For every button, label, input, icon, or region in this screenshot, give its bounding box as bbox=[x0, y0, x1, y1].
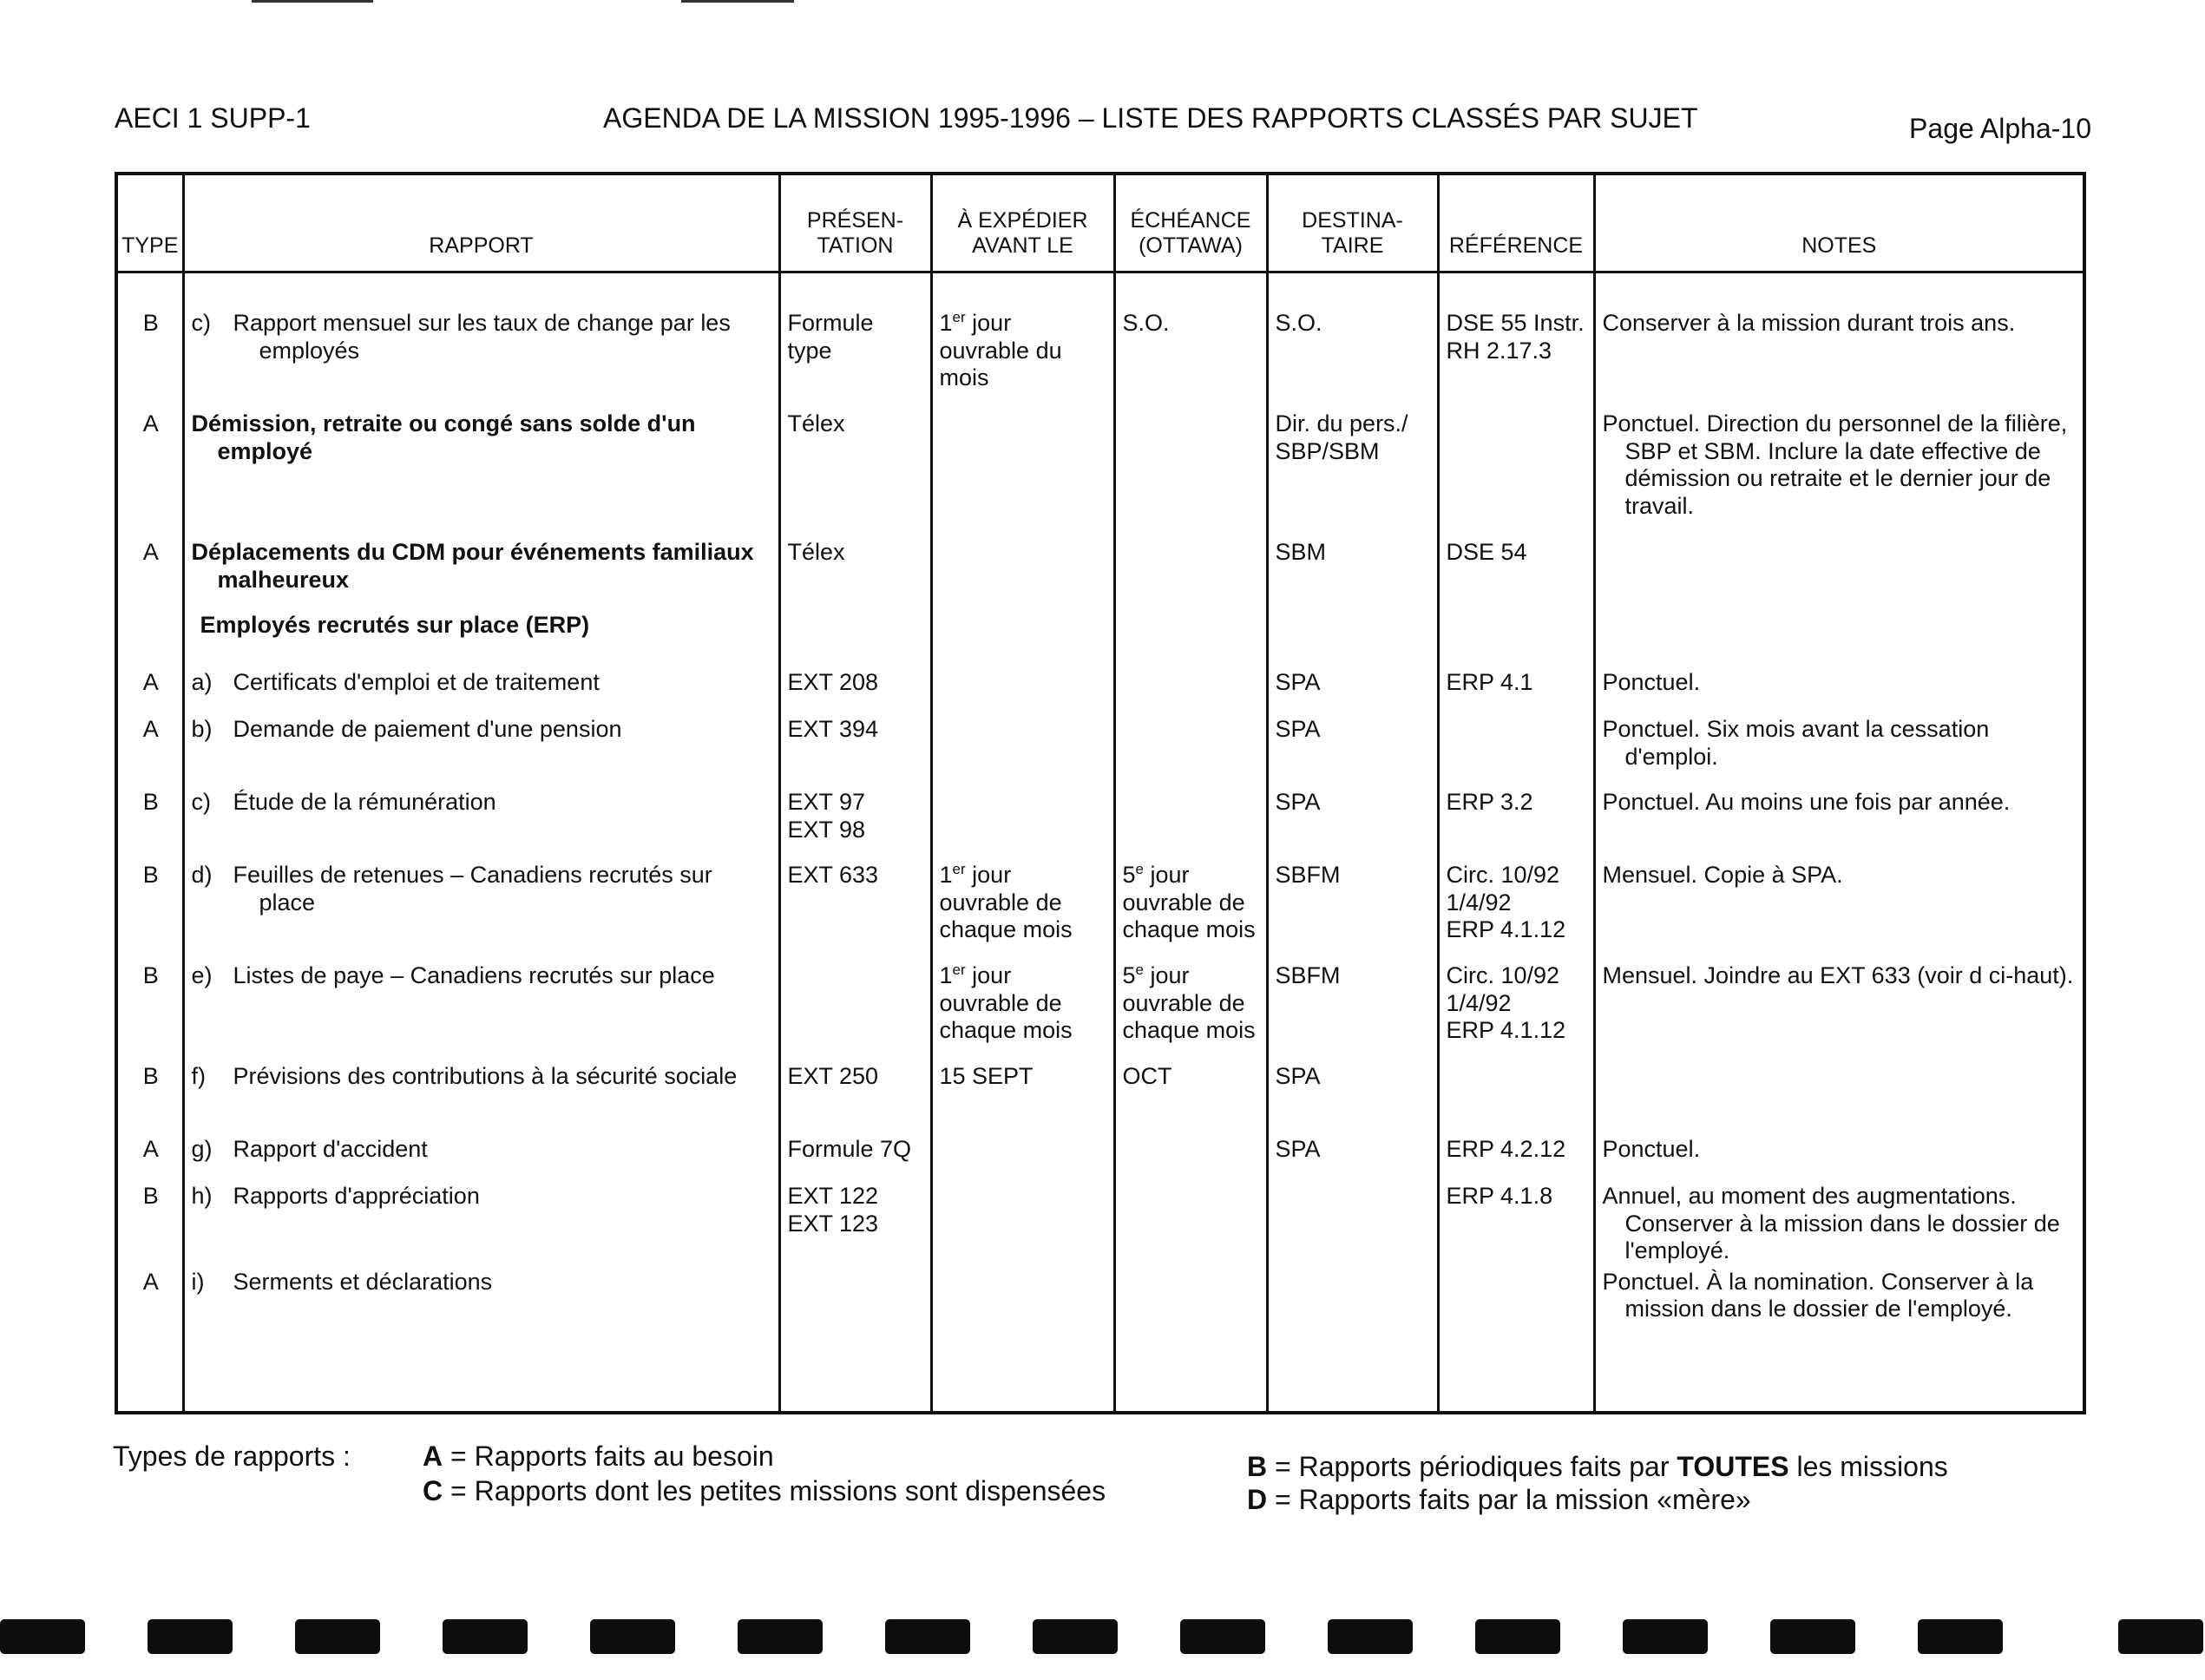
reference-cell: Circ. 10/92 1/4/92 ERP 4.1.12 bbox=[1438, 959, 1594, 1060]
legend-key-b: B bbox=[1247, 1451, 1268, 1482]
notes-text: Mensuel. Copie à SPA. bbox=[1602, 862, 1843, 888]
col-header-destinataire: DESTINA- TAIRE bbox=[1267, 175, 1438, 272]
binding-mark bbox=[148, 1619, 233, 1654]
section-heading-row bbox=[118, 608, 2083, 666]
expedier-cell bbox=[931, 306, 1114, 407]
table-row bbox=[118, 858, 2083, 959]
reference-cell: ERP 3.2 bbox=[1438, 785, 1594, 858]
item-letter: e) bbox=[191, 962, 213, 988]
expedier-cell bbox=[931, 666, 1114, 712]
echeance-num: 5 bbox=[1122, 962, 1136, 988]
rapport-cell bbox=[183, 407, 779, 535]
reference-cell bbox=[1438, 1265, 1594, 1338]
empty-cell bbox=[1267, 608, 1438, 666]
notes-cell bbox=[1594, 1060, 2083, 1132]
expedier-cell bbox=[931, 1265, 1114, 1338]
destinataire-cell bbox=[1267, 1179, 1438, 1265]
rapport-cell bbox=[183, 785, 779, 858]
table-row bbox=[118, 407, 2083, 535]
rapport-line bbox=[192, 310, 773, 364]
notes-cell bbox=[1594, 1265, 2083, 1338]
reference-cell: DSE 54 bbox=[1438, 535, 1594, 608]
expedier-cell bbox=[931, 785, 1114, 858]
notes-cell bbox=[1594, 959, 2083, 1060]
legend-type-b bbox=[1247, 1451, 1948, 1483]
type-cell: B bbox=[118, 1179, 183, 1265]
notes-text: Ponctuel. Direction du personnel de la filière, SBP et SBM. Inclure la date effective de démission ou retraite et le dernier jour de travail. bbox=[1602, 410, 2068, 519]
table-header-row bbox=[118, 175, 2083, 272]
rapport-text: Étude de la rémunération bbox=[233, 789, 496, 815]
table-spacer-row bbox=[118, 272, 2083, 307]
rapport-line bbox=[192, 716, 773, 744]
col-header-type: TYPE bbox=[118, 175, 183, 272]
table-row bbox=[118, 959, 2083, 1060]
col-header-notes: NOTES bbox=[1594, 175, 2083, 272]
legend-type-a bbox=[423, 1440, 774, 1473]
document-id: AECI 1 SUPP-1 bbox=[115, 102, 311, 134]
type-cell: B bbox=[118, 785, 183, 858]
binding-mark bbox=[1180, 1619, 1265, 1654]
reference-cell bbox=[1438, 712, 1594, 785]
item-letter: d) bbox=[191, 862, 213, 888]
presentation-cell: EXT 208 bbox=[779, 666, 931, 712]
col-header-rapport: RAPPORT bbox=[183, 175, 779, 272]
echeance-cell bbox=[1114, 1060, 1267, 1132]
empty-cell bbox=[931, 1338, 1114, 1414]
echeance-sup: e bbox=[1135, 961, 1144, 978]
destinataire-cell: SPA bbox=[1267, 1132, 1438, 1179]
reference-cell: Circ. 10/92 1/4/92 ERP 4.1.12 bbox=[1438, 858, 1594, 959]
table-row bbox=[118, 1265, 2083, 1338]
notes-cell bbox=[1594, 1179, 2083, 1265]
echeance-cell bbox=[1114, 306, 1267, 407]
type-cell bbox=[118, 608, 183, 666]
type-cell: A bbox=[118, 535, 183, 608]
table-row bbox=[118, 1179, 2083, 1265]
echeance-cell bbox=[1114, 712, 1267, 785]
item-letter: f) bbox=[191, 1063, 206, 1089]
expedier-sup: er bbox=[952, 309, 966, 325]
binding-mark bbox=[590, 1619, 675, 1654]
item-letter: c) bbox=[191, 789, 211, 815]
echeance-text: S.O. bbox=[1122, 310, 1170, 336]
echeance-text: OCT bbox=[1122, 1063, 1172, 1089]
type-cell: B bbox=[118, 959, 183, 1060]
rapport-line bbox=[192, 1136, 773, 1164]
expedier-cell bbox=[931, 407, 1114, 535]
rapport-line bbox=[192, 1183, 773, 1211]
binding-mark bbox=[885, 1619, 970, 1654]
type-cell: A bbox=[118, 407, 183, 535]
empty-cell bbox=[1594, 608, 2083, 666]
type-cell: A bbox=[118, 712, 183, 785]
destinataire-cell: SBFM bbox=[1267, 959, 1438, 1060]
rapport-cell bbox=[183, 535, 779, 608]
scan-top-rule bbox=[681, 0, 794, 3]
presentation-cell: EXT 250 bbox=[779, 1060, 931, 1132]
binding-mark bbox=[1033, 1619, 1118, 1654]
binding-mark bbox=[1918, 1619, 2003, 1654]
empty-cell bbox=[1114, 1338, 1267, 1414]
expedier-cell bbox=[931, 712, 1114, 785]
expedier-sup: er bbox=[952, 961, 966, 978]
echeance-cell bbox=[1114, 535, 1267, 608]
binding-mark bbox=[738, 1619, 823, 1654]
expedier-cell bbox=[931, 1179, 1114, 1265]
empty-cell bbox=[183, 1338, 779, 1414]
expedier-cell bbox=[931, 858, 1114, 959]
echeance-cell bbox=[1114, 407, 1267, 535]
col-header-reference: RÉFÉRENCE bbox=[1438, 175, 1594, 272]
legend-type-d bbox=[1247, 1484, 1751, 1516]
type-cell: B bbox=[118, 306, 183, 407]
rapport-line bbox=[192, 539, 773, 594]
notes-text: Ponctuel. bbox=[1602, 669, 1701, 695]
col-header-echeance: ÉCHÉANCE (OTTAWA) bbox=[1114, 175, 1267, 272]
expedier-text: 15 SEPT bbox=[939, 1063, 1034, 1089]
rapport-text: Serments et déclarations bbox=[233, 1268, 493, 1295]
empty-cell bbox=[1114, 608, 1267, 666]
expedier-sup: er bbox=[952, 861, 966, 877]
expedier-text: jour ouvrable de chaque mois bbox=[939, 962, 1073, 1044]
rapport-line bbox=[192, 1063, 773, 1091]
rapport-cell bbox=[183, 1060, 779, 1132]
presentation-cell: EXT 122 EXT 123 bbox=[779, 1179, 931, 1265]
rapport-line bbox=[192, 862, 773, 916]
item-letter: i) bbox=[191, 1268, 205, 1295]
rapport-cell bbox=[183, 858, 779, 959]
rapport-text: Prévisions des contributions à la sécurité sociale bbox=[233, 1063, 738, 1089]
destinataire-cell: SPA bbox=[1267, 712, 1438, 785]
rapport-line bbox=[192, 410, 773, 465]
rapport-cell bbox=[183, 306, 779, 407]
reports-table-frame bbox=[115, 172, 2086, 1414]
type-cell: A bbox=[118, 1132, 183, 1179]
item-letter: a) bbox=[191, 669, 213, 695]
echeance-num: 5 bbox=[1122, 862, 1136, 888]
presentation-cell: Formule 7Q bbox=[779, 1132, 931, 1179]
item-letter: h) bbox=[191, 1183, 213, 1209]
empty-cell bbox=[118, 1338, 183, 1414]
destinataire-cell: Dir. du pers./ SBP/SBM bbox=[1267, 407, 1438, 535]
legend-key-a: A bbox=[423, 1440, 443, 1472]
expedier-cell bbox=[931, 959, 1114, 1060]
table-row bbox=[118, 306, 2083, 407]
reference-cell: ERP 4.1.8 bbox=[1438, 1179, 1594, 1265]
rapport-line bbox=[192, 669, 773, 697]
rapport-cell bbox=[183, 712, 779, 785]
echeance-cell bbox=[1114, 858, 1267, 959]
rapport-cell bbox=[183, 1265, 779, 1338]
rapport-text: Listes de paye – Canadiens recrutés sur place bbox=[233, 962, 715, 988]
binding-mark bbox=[295, 1619, 380, 1654]
expedier-num: 1 bbox=[939, 862, 953, 888]
type-cell: B bbox=[118, 1060, 183, 1132]
rapport-cell bbox=[183, 1179, 779, 1265]
rapport-text: Déplacements du CDM pour événements familiaux malheureux bbox=[191, 539, 754, 593]
empty-cell bbox=[779, 1338, 931, 1414]
binding-mark bbox=[1328, 1619, 1413, 1654]
rapport-line bbox=[192, 1269, 773, 1296]
table-row bbox=[118, 1132, 2083, 1179]
binding-mark bbox=[1770, 1619, 1855, 1654]
empty-cell bbox=[779, 608, 931, 666]
expedier-cell bbox=[931, 1060, 1114, 1132]
table-row bbox=[118, 1060, 2083, 1132]
notes-cell bbox=[1594, 785, 2083, 858]
notes-text: Ponctuel. À la nomination. Conserver à la mission dans le dossier de l'employé. bbox=[1602, 1268, 2034, 1322]
binding-mark bbox=[2118, 1619, 2203, 1654]
notes-text: Conserver à la mission durant trois ans. bbox=[1602, 310, 2016, 336]
destinataire-cell: SPA bbox=[1267, 1060, 1438, 1132]
presentation-cell: EXT 394 bbox=[779, 712, 931, 785]
notes-cell bbox=[1594, 666, 2083, 712]
rapport-text: Démission, retraite ou congé sans solde d'un employé bbox=[191, 410, 696, 464]
notes-text: Ponctuel. Au moins une fois par année. bbox=[1602, 789, 2011, 815]
empty-cell bbox=[931, 608, 1114, 666]
destinataire-cell: S.O. bbox=[1267, 306, 1438, 407]
rapport-cell bbox=[183, 666, 779, 712]
table-row bbox=[118, 666, 2083, 712]
notes-text: Ponctuel. Six mois avant la cessation d'emploi. bbox=[1602, 716, 1990, 770]
destinataire-cell: SBFM bbox=[1267, 858, 1438, 959]
echeance-text: jour ouvrable de chaque mois bbox=[1122, 962, 1256, 1044]
legend-text-b2: les missions bbox=[1788, 1451, 1948, 1482]
legend-text-b1: = Rapports périodiques faits par bbox=[1267, 1451, 1677, 1482]
empty-cell bbox=[1438, 1338, 1594, 1414]
rapport-line bbox=[192, 789, 773, 817]
type-cell: A bbox=[118, 666, 183, 712]
presentation-cell: Télex bbox=[779, 535, 931, 608]
notes-cell bbox=[1594, 712, 2083, 785]
presentation-cell: EXT 97 EXT 98 bbox=[779, 785, 931, 858]
expedier-num: 1 bbox=[939, 962, 953, 988]
legend-text-d: = Rapports faits par la mission «mère» bbox=[1267, 1484, 1751, 1515]
legend-label: Types de rapports : bbox=[113, 1440, 351, 1472]
expedier-text: jour ouvrable de chaque mois bbox=[939, 862, 1073, 943]
expedier-text: jour ouvrable du mois bbox=[939, 310, 1062, 391]
table-row bbox=[118, 712, 2083, 785]
rapport-text: Feuilles de retenues – Canadiens recrutés sur place bbox=[233, 862, 712, 915]
echeance-sup: e bbox=[1135, 861, 1144, 877]
notes-text: Ponctuel. bbox=[1602, 1136, 1701, 1162]
reference-cell bbox=[1438, 407, 1594, 535]
col-header-expedier: À EXPÉDIER AVANT LE bbox=[931, 175, 1114, 272]
page-number: Page Alpha-10 bbox=[1909, 113, 2091, 144]
rapport-text: Rapport mensuel sur les taux de change par les employés bbox=[233, 310, 731, 364]
presentation-cell: Télex bbox=[779, 407, 931, 535]
notes-cell bbox=[1594, 1132, 2083, 1179]
presentation-cell bbox=[779, 959, 931, 1060]
item-letter: b) bbox=[191, 716, 213, 742]
echeance-cell bbox=[1114, 785, 1267, 858]
destinataire-cell: SPA bbox=[1267, 666, 1438, 712]
binding-mark bbox=[0, 1619, 85, 1654]
notes-text: Mensuel. Joindre au EXT 633 (voir d ci-haut). bbox=[1602, 962, 2074, 988]
reference-cell: DSE 55 Instr. RH 2.17.3 bbox=[1438, 306, 1594, 407]
expedier-cell bbox=[931, 535, 1114, 608]
binding-mark bbox=[1623, 1619, 1708, 1654]
item-letter: c) bbox=[191, 310, 211, 336]
legend-key-d: D bbox=[1247, 1484, 1268, 1515]
destinataire-cell bbox=[1267, 1265, 1438, 1338]
section-heading: Employés recrutés sur place (ERP) bbox=[200, 612, 590, 638]
destinataire-cell: SBM bbox=[1267, 535, 1438, 608]
binding-marks bbox=[0, 1619, 2205, 1654]
type-cell: A bbox=[118, 1265, 183, 1338]
echeance-text: jour ouvrable de chaque mois bbox=[1122, 862, 1256, 943]
rapport-text: Rapport d'accident bbox=[233, 1136, 428, 1162]
table-row bbox=[118, 535, 2083, 608]
legend-key-c: C bbox=[423, 1475, 443, 1506]
presentation-cell: EXT 633 bbox=[779, 858, 931, 959]
rapport-text: Demande de paiement d'une pension bbox=[233, 716, 622, 742]
table-filler-row bbox=[118, 1338, 2083, 1414]
binding-mark bbox=[443, 1619, 528, 1654]
reference-cell: ERP 4.2.12 bbox=[1438, 1132, 1594, 1179]
presentation-cell: Formule type bbox=[779, 306, 931, 407]
binding-mark bbox=[1475, 1619, 1560, 1654]
legend-text-c: = Rapports dont les petites missions sont dispensées bbox=[443, 1475, 1106, 1506]
page-title: AGENDA DE LA MISSION 1995-1996 – LISTE DES RAPPORTS CLASSÉS PAR SUJET bbox=[603, 102, 1698, 134]
empty-cell bbox=[1594, 1338, 2083, 1414]
legend-text-a: = Rapports faits au besoin bbox=[443, 1440, 774, 1472]
notes-cell bbox=[1594, 535, 2083, 608]
col-header-presentation: PRÉSEN- TATION bbox=[779, 175, 931, 272]
rapport-line bbox=[192, 962, 773, 990]
legend-type-c bbox=[423, 1475, 1106, 1507]
echeance-cell bbox=[1114, 959, 1267, 1060]
type-cell: B bbox=[118, 858, 183, 959]
empty-cell bbox=[1438, 608, 1594, 666]
destinataire-cell: SPA bbox=[1267, 785, 1438, 858]
echeance-cell bbox=[1114, 666, 1267, 712]
echeance-cell bbox=[1114, 1179, 1267, 1265]
rapport-cell bbox=[183, 959, 779, 1060]
notes-cell bbox=[1594, 858, 2083, 959]
empty-cell bbox=[1267, 1338, 1438, 1414]
rapport-text: Certificats d'emploi et de traitement bbox=[233, 669, 600, 695]
notes-cell bbox=[1594, 306, 2083, 407]
echeance-cell bbox=[1114, 1265, 1267, 1338]
echeance-cell bbox=[1114, 1132, 1267, 1179]
table-row bbox=[118, 785, 2083, 858]
scan-top-rule bbox=[252, 0, 373, 3]
legend-text-b-bold: TOUTES bbox=[1677, 1451, 1789, 1482]
rapport-cell bbox=[183, 1132, 779, 1179]
reference-cell bbox=[1438, 1060, 1594, 1132]
rapport-text: Rapports d'appréciation bbox=[233, 1183, 480, 1209]
expedier-num: 1 bbox=[939, 310, 953, 336]
reference-cell: ERP 4.1 bbox=[1438, 666, 1594, 712]
presentation-cell bbox=[779, 1265, 931, 1338]
rapport-cell bbox=[183, 608, 779, 666]
notes-text: Annuel, au moment des augmentations. Conserver à la mission dans le dossier de l'employé. bbox=[1602, 1183, 2060, 1264]
expedier-cell bbox=[931, 1132, 1114, 1179]
table-body bbox=[118, 272, 2083, 1415]
reports-table bbox=[118, 175, 2083, 1414]
item-letter: g) bbox=[191, 1136, 213, 1162]
notes-cell bbox=[1594, 407, 2083, 535]
